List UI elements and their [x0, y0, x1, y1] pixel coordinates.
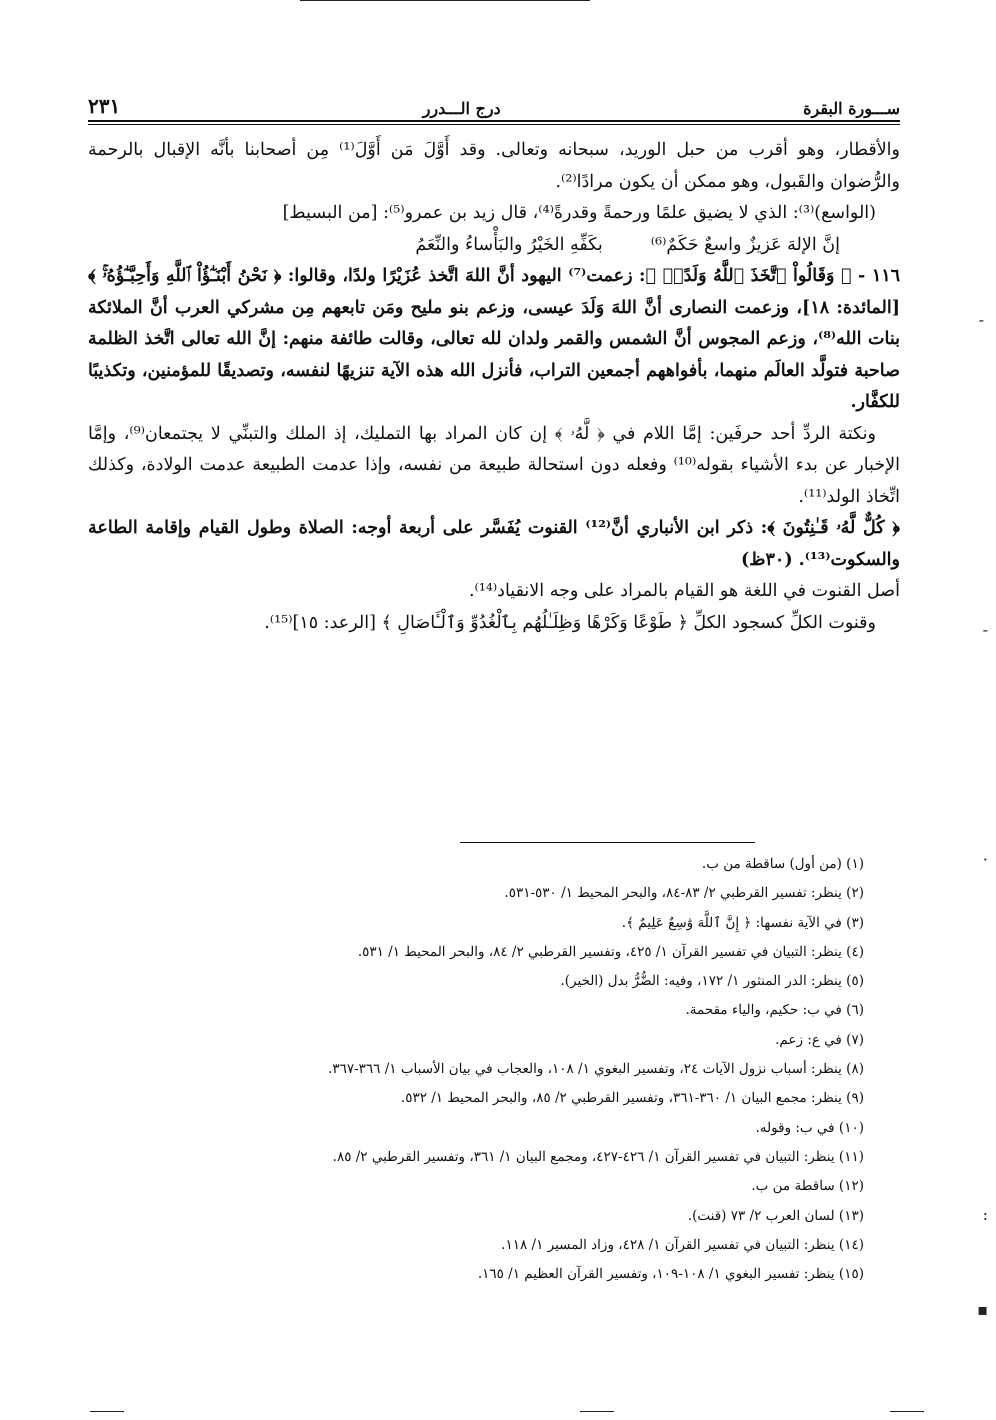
bottom-edge-mark: [890, 1411, 924, 1412]
margin-dot: ·: [982, 850, 988, 869]
footnotes: [164, 850, 864, 1289]
paragraph: ﴿ كُلٌّ لَّهُۥ قَـٰنِتُونَ ﴾: ذكر ابن الأنباري أنَّ⁽¹²⁾ القنوت يُفَسَّر على أربعة أوجه: الصلاة وطول القيام وإقامة الطاعة والسكوت⁽¹³⁾. (٣٠ظ): [88, 518, 900, 570]
verse-second-hemistich: بكَفِّهِ الخَيْرُ والبَأْساءُ والنِّعَمُ: [415, 234, 603, 255]
poetry-verse: [88, 230, 900, 262]
footnote: (٥) ينظر: الدر المنثور ١/ ١٧٢، وفيه: الضُّرُّ بدل (الخير).: [560, 973, 864, 990]
margin-tick: -: [978, 310, 984, 329]
footnote: (١٥) ينظر: تفسير البغوي ١/ ١٠٨-١٠٩، وتفسير القرآن العظيم ١/ ١٦٥.: [477, 1266, 864, 1283]
main-text: [88, 135, 900, 639]
header-rule-thin: [88, 124, 900, 125]
footnote: (١٠) في ب: وقوله.: [755, 1119, 864, 1136]
footnote: (٩) ينظر: مجمع البيان ١/ ٣٦٠-٣٦١، وتفسير القرطبي ٢/ ٨٥، والبحر المحيط ١/ ٥٣٢.: [400, 1090, 864, 1107]
footnote: (٣) في الآية نفسها: ﴿ إِنَّ ٱللَّهَ وَٰسِعٌ عَلِيمٌ ﴾.: [621, 914, 864, 931]
paragraph: وقنوت الكلِّ كسجود الكلِّ ﴿ طَوْعًا وَكَرْهًا وَظِلَـٰلُهُم بِٱلْغُدُوِّ وَٱلْـَٔاصَالِ ﴾ [الرعد: ١٥]⁽¹⁵⁾.: [264, 612, 876, 633]
footnote: (٦) في ب: حكيم، والياء مقحمة.: [685, 1002, 864, 1019]
surah-title: ســـورة البقرة: [803, 99, 900, 118]
paragraph: ١١٦ - ﴿ وَقَالُواْ ٱتَّخَذَ ٱللَّهُ وَلَدًاۗ ﴾: زعمت⁽⁷⁾ اليهود أنَّ اللهَ اتَّخذ عُزَيْرًا ولدًا، وقالوا: ﴿ نَحْنُ أَبْنَـٰٓؤُاْ ٱللَّهِ وَأَحِبَّـٰٓؤُهُۥۚ ﴾ [المائدة: ١٨]، وزعمت النصارى أنَّ اللهَ وَلَدَ عيسى، وزعم بنو مليح ومَن تابعهم مِن مشركي العرب أنَّ الملائكة بنات الله⁽⁸⁾، وزعم المجوس أنَّ الشمس والقمر ولدان لله تعالى، وقالت طائفة منهم: إنَّ الله تعالى اتَّخذ الظلمة صاحبة فتولَّد العالَم منهما، بأفواههم أجمعين التراب، فأنزل الله هذه الآية تنزيهًا لنفسه، وتصديقًا للمؤمنين، وتكذيبًا للكفَّار.: [88, 266, 901, 412]
book-page: [88, 90, 900, 639]
margin-tick: -: [982, 620, 988, 639]
footnote: (٨) ينظر: أسباب نزول الآيات ٢٤، وتفسير البغوي ١/ ١٠٨، والعجاب في بيان الأسباب ١/ ٣٦٦-٣٦٧.: [328, 1061, 864, 1078]
margin-tick: :: [982, 1205, 988, 1224]
footnote: (١١) ينظر: التبيان في تفسير القرآن ١/ ٤٢٦-٤٢٧، ومجمع البيان ١/ ٣٦١، وتفسير القرطبي ٢/ ٨٥.: [332, 1148, 864, 1165]
paragraph: ونكتة الردِّ أحد حرفَين: إمَّا اللام في ﴿ لَّهُۥ ﴾ إن كان المراد بها التمليك، إذ الملك والتبنِّي لا يجتمعان⁽⁹⁾، وإمَّا الإخبار عن بدء الأشياء بقوله⁽¹⁰⁾ وفعله دون استحالة طبيعة من نفسه، وإذا عدمت الطبيعة عدمت الولادة، وكذلك اتِّخاذ الولد⁽¹¹⁾.: [88, 423, 900, 507]
footnote: (٤) ينظر: التبيان في تفسير القرآن ١/ ٤٢٥، وتفسير القرطبي ٢/ ٨٤، والبحر المحيط ١/ ٥٣١.: [357, 943, 864, 960]
bottom-edge-mark: [90, 1411, 124, 1412]
paragraph: أصل القنوت في اللغة هو القيام بالمراد على وجه الانقياد⁽¹⁴⁾.: [468, 581, 900, 601]
bottom-edge-mark: [580, 1411, 614, 1412]
footnote: (١٤) ينظر: التبيان في تفسير القرآن ١/ ٤٢٨، وزاد المسير ١/ ١١٨.: [501, 1236, 864, 1253]
book-title: درج الـــدرر: [422, 99, 501, 118]
footnote: (١٣) لسان العرب ٢/ ٧٣ (قنت).: [687, 1207, 864, 1224]
paragraph: والأقطار، وهو أقرب من حبل الوريد، سبحانه وتعالى. وقد أَوَّلَ مَن أَوَّلَ⁽¹⁾ مِن أصحابنا بأنَّه الإقبال بالرحمة والرُّضوان والقَبول، وهو ممكن أن يكون مرادًا⁽²⁾.: [88, 140, 900, 192]
scan-edge-line: [300, 0, 590, 1]
footnote-separator: [460, 842, 755, 843]
footnote: (٢) ينظر: تفسير القرطبي ٢/ ٨٣-٨٤، والبحر المحيط ١/ ٥٣٠-٥٣١.: [504, 885, 864, 902]
running-header: [88, 90, 900, 118]
footnote: (١) (من أول) ساقطة من ب.: [701, 856, 864, 872]
footnote: (٧) في ع: زعم.: [775, 1031, 864, 1048]
paragraph: (الواسع)⁽³⁾: الذي لا يضيق علمًا ورحمةً وقدرةً⁽⁴⁾، قال زيد بن عمرو⁽⁵⁾: [من البسيط]: [282, 203, 876, 223]
footnote: (١٢) ساقطة من ب.: [751, 1178, 864, 1195]
verse-first-hemistich: إنَّ الإلهَ عَزيزٌ واسعٌ حَكَمٌ⁽⁶⁾: [650, 234, 840, 255]
margin-dot: ▪: [977, 1300, 988, 1319]
header-rule: [88, 120, 900, 122]
page-number: ٢٣١: [88, 94, 121, 118]
